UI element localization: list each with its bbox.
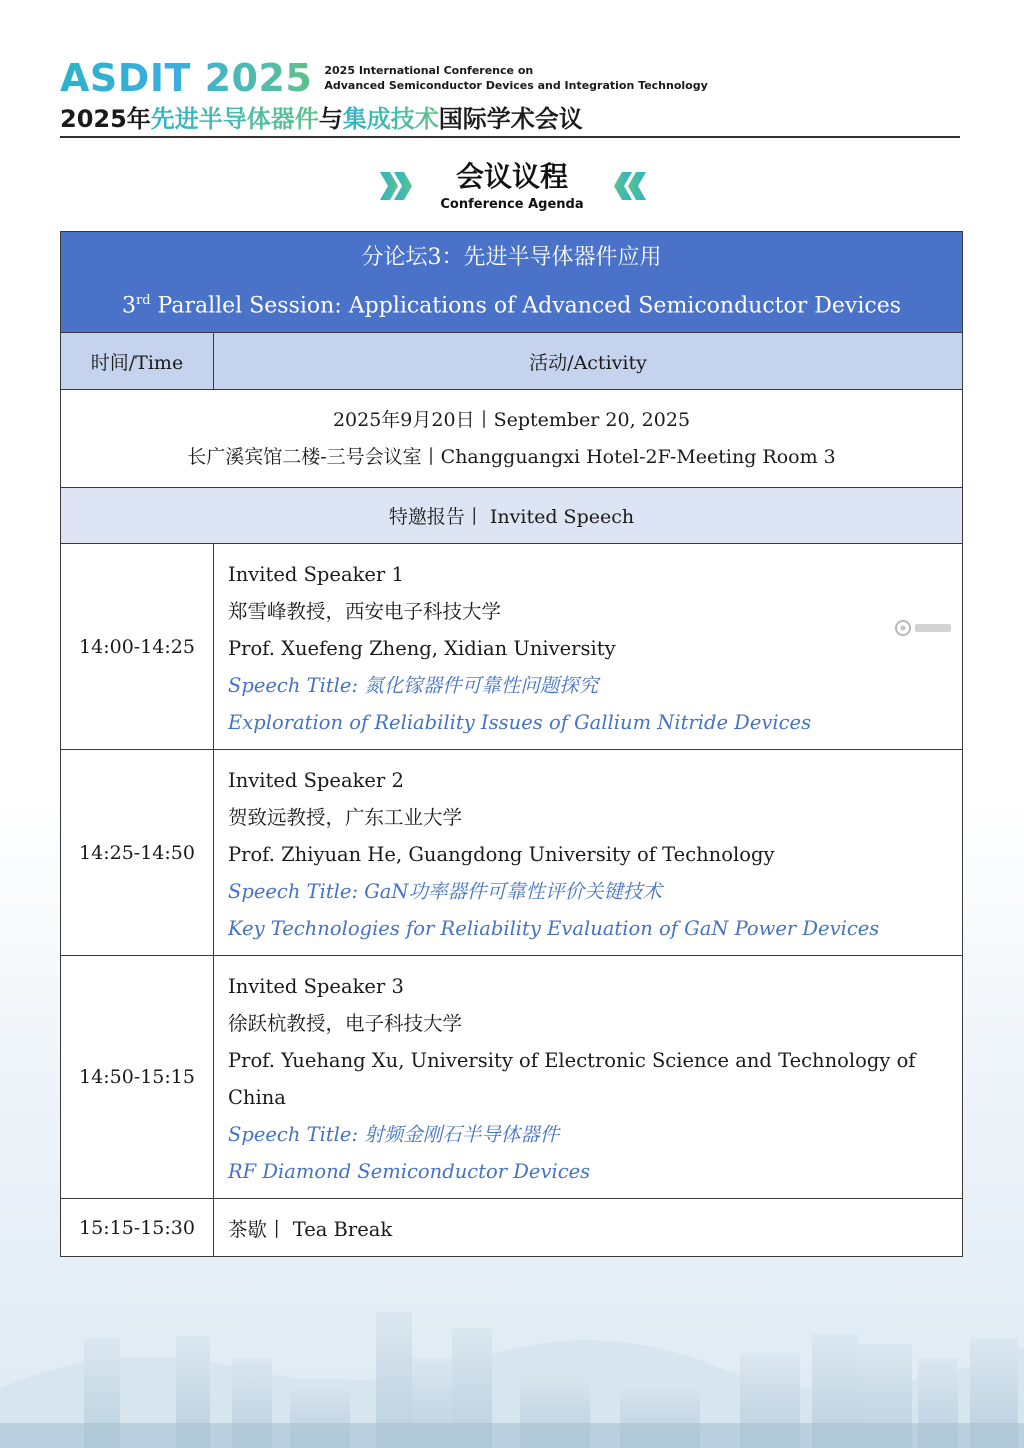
- date-venue-row: [61, 390, 963, 488]
- column-header-activity: 活动/Activity: [214, 333, 963, 390]
- conference-english-name: [324, 63, 707, 93]
- table-row: [61, 544, 963, 750]
- speaker-label: Invited Speaker 1: [228, 563, 404, 586]
- session-title: [61, 232, 963, 333]
- agenda-heading: [0, 158, 1024, 214]
- time-slot: 14:25-14:50: [61, 750, 214, 956]
- tea-break-label: 茶歇丨 Tea Break: [214, 1199, 963, 1257]
- session-title-en: [61, 279, 962, 327]
- brand-row: [60, 56, 960, 100]
- cn-title-mid: 与: [318, 105, 343, 133]
- speech-title-en: RF Diamond Semiconductor Devices: [228, 1160, 591, 1183]
- tea-break-row: [61, 1199, 963, 1257]
- cn-title-highlight-1: 先进半导体器件: [150, 105, 319, 133]
- activity-cell: [214, 956, 963, 1199]
- column-header-row: [61, 333, 963, 390]
- speaker-name-cn: 徐跃杭教授，电子科技大学: [228, 1012, 463, 1035]
- session-ordinal-suffix: rd: [135, 293, 151, 309]
- chevron-left-double-icon: [610, 168, 650, 204]
- conference-logo-text: ASDIT 2025: [60, 56, 313, 100]
- speaker-name-cn: 贺致远教授，广东工业大学: [228, 806, 463, 829]
- speaker-label: Invited Speaker 2: [228, 769, 404, 792]
- agenda-heading-cn: 会议议程: [455, 160, 568, 193]
- column-header-time: 时间/Time: [61, 333, 214, 390]
- conference-header: [60, 56, 960, 136]
- speaker-name-en: Prof. Zhiyuan He, Guangdong University of Technology: [228, 843, 775, 866]
- cn-title-post: 国际学术会议: [438, 105, 583, 133]
- time-slot: 14:50-15:15: [61, 956, 214, 1199]
- conference-chinese-title: [60, 102, 960, 136]
- session-title-en-rest: Parallel Session: Applications of Advanced Semiconductor Devices: [150, 293, 902, 319]
- invited-speech-header-row: [61, 488, 963, 544]
- speaker-name-cn: 郑雪峰教授，西安电子科技大学: [228, 600, 502, 623]
- cn-title-highlight-2: 集成技术: [342, 105, 439, 133]
- agenda-heading-en: Conference Agenda: [440, 197, 584, 212]
- speech-title-cn: Speech Title: 射频金刚石半导体器件: [228, 1123, 560, 1146]
- time-slot: 14:00-14:25: [61, 544, 214, 750]
- speech-title-en: Key Technologies for Reliability Evaluation of GaN Power Devices: [228, 917, 880, 940]
- session-title-cn: 分论坛3：先进半导体器件应用: [361, 245, 662, 271]
- date-venue-cell: [61, 390, 963, 488]
- session-ordinal: 3: [121, 293, 136, 319]
- session-title-row: [61, 232, 963, 333]
- english-name-line1: 2025 International Conference on: [324, 64, 534, 77]
- session-date: 2025年9月20日丨September 20, 2025: [332, 408, 691, 431]
- agenda-table: [60, 231, 963, 1257]
- activity-cell: [214, 544, 963, 750]
- speech-title-cn: Speech Title: 氮化镓器件可靠性问题探究: [228, 674, 599, 697]
- table-row: [61, 750, 963, 956]
- speech-title-en: Exploration of Reliability Issues of Gallium Nitride Devices: [228, 711, 812, 734]
- speech-title-cn: Speech Title: GaN功率器件可靠性评价关键技术: [228, 880, 662, 903]
- header-divider: [60, 136, 960, 138]
- invited-speech-header: 特邀报告丨 Invited Speech: [61, 488, 963, 544]
- session-venue: 长广溪宾馆二楼-三号会议室丨Changguangxi Hotel-2F-Meeting Room 3: [187, 445, 836, 468]
- activity-cell: [214, 750, 963, 956]
- speaker-name-en: Prof. Yuehang Xu, University of Electronic Science and Technology of China: [228, 1049, 916, 1109]
- speaker-label: Invited Speaker 3: [228, 975, 404, 998]
- speaker-name-en: Prof. Xuefeng Zheng, Xidian University: [228, 637, 616, 660]
- time-slot: 15:15-15:30: [61, 1199, 214, 1257]
- cn-title-pre: 2025年: [60, 105, 151, 133]
- table-row: [61, 956, 963, 1199]
- english-name-line2: Advanced Semiconductor Devices and Integration Technology: [324, 79, 708, 92]
- watermark-logo-icon: [893, 618, 955, 638]
